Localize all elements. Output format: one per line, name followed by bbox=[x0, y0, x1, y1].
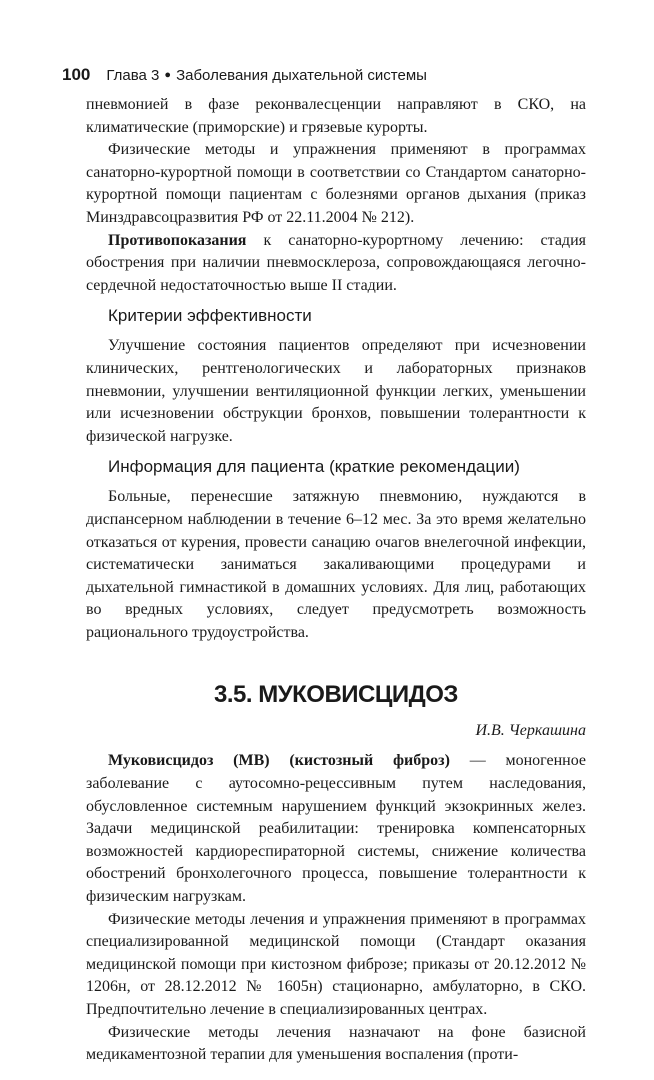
section-title: 3.5. МУКОВИСЦИДОЗ bbox=[214, 681, 458, 709]
paragraph-patient-info: Больные, перенесшие затяжную пневмонию, нуждаются в диспансерном наблюдении в течение 6–12 мес. За это время желательно отказаться от курения, провести санацию очагов внелегочной инфекции, систематически заниматься закаливающими процедурами и дыхательной гимнастикой в домашних условиях. Для лиц, работающих во вредных условиях, следует предусмотреть возможность рационального трудоустройства. bbox=[86, 488, 586, 641]
paragraph-criteria: Улучшение состояния пациентов определяют при исчезновении клинических, рентгенологических и лабораторных признаков пневмонии, улучшении вентиляционной функции легких, уменьшении или исчезновении обструкции бронхов, повышении толерантности к физической нагрузке. bbox=[86, 337, 586, 445]
paragraph-contraindications bbox=[86, 230, 586, 298]
contraindications-term: Противопоказания bbox=[108, 231, 247, 249]
author-name: И.В. Черкашина bbox=[475, 722, 586, 740]
chapter-label: Глава 3 bbox=[106, 67, 160, 84]
paragraph-2: Физические методы и упражнения применяют в программах санаторно-курортной помощи в соответствии со Стандартом санаторно-курортной помощи пациентам с болезнями органов дыхания (приказ Минздравсоцразвития РФ от 22.11.2004 № 212). bbox=[86, 141, 586, 226]
heading-patient-info: Информация для пациента (краткие рекомендации) bbox=[108, 457, 520, 477]
definition-term: Муковисцидоз (МВ) (кистозный фиброз) bbox=[108, 752, 450, 770]
heading-criteria: Критерии эффективности bbox=[108, 306, 312, 326]
contraindications-text: к санаторно-курортному лечению: стадия обострения при наличии пневмосклероза, сопровождающаяся легочно-сердечной недостаточностью выше II стадии. bbox=[86, 231, 586, 294]
paragraph-therapy: Физические методы лечения назначают на фоне базисной медикаментозной терапии для уменьшения воспаления (проти- bbox=[86, 1023, 586, 1064]
definition-text: — моногенное заболевание с аутосомно-рецессивным путем наследования, обусловленное системным нарушением функций экзокринных желез. Задачи медицинской реабилитации: тренировка компенсаторных возможностей кардиореспираторной системы, снижение количества обострений бронхолегочного процесса, повышение толерантности к физическим нагрузкам. bbox=[86, 752, 587, 906]
running-header bbox=[62, 64, 602, 86]
paragraph-methods: Физические методы лечения и упражнения применяют в программах специализированной медицинской помощи (Стандарт оказания медицинской помощи при кистозном фиброзе; приказы от 20.12.2012 № 1206н, от 28.12.2012 № 1605н) стационарно, амбулаторно, в СКО. Предпочтительно лечение в специализированных центрах. bbox=[86, 910, 586, 1018]
page-content bbox=[86, 94, 586, 1067]
bullet-icon: ● bbox=[164, 69, 172, 81]
paragraph-1: пневмонией в фазе реконвалесценции направляют в СКО, на климатические (приморские) и грязевые курорты. bbox=[86, 96, 586, 136]
chapter-title: Заболевания дыхательной системы bbox=[176, 67, 427, 84]
page-number: 100 bbox=[62, 65, 91, 84]
paragraph-definition bbox=[86, 750, 586, 908]
